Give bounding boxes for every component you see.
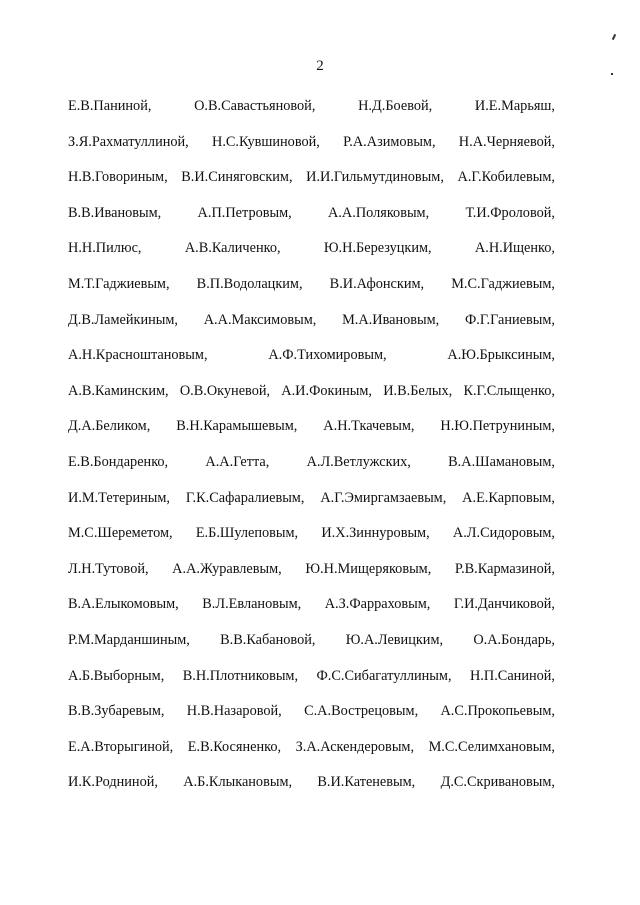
name-line: [68, 594, 555, 630]
person-name: Е.В.Бондаренко,: [68, 453, 169, 470]
person-name: Р.А.Азимовым,: [343, 133, 436, 150]
person-name: Т.И.Фроловой,: [465, 204, 555, 221]
person-name: А.Е.Карповым,: [462, 489, 555, 506]
margin-mark: [612, 34, 616, 40]
person-name: Ю.Н.Березуцким,: [323, 240, 432, 257]
name-line: [68, 167, 555, 203]
person-name: А.А.Поляковым,: [328, 204, 430, 221]
page-number: 2: [316, 58, 324, 74]
name-line: [68, 666, 555, 702]
person-name: А.Б.Клыкановым,: [183, 774, 293, 791]
person-name: Н.П.Саниной,: [469, 667, 555, 684]
person-name: Н.Д.Боевой,: [358, 98, 433, 114]
person-name: Н.Н.Пилюс,: [68, 240, 142, 257]
person-name: А.Н.Краснoштановым,: [68, 347, 208, 364]
person-name: В.А.Шамановым,: [448, 453, 555, 470]
person-name: А.Н.Ткачевым,: [323, 418, 415, 435]
person-name: Е.А.Вторыгиной,: [68, 738, 174, 755]
person-name: О.В.Окуневой,: [179, 382, 271, 399]
person-name: Н.А.Черняевой,: [458, 133, 555, 150]
person-name: В.А.Елыкомовым,: [68, 596, 179, 613]
person-name: А.Л.Сидоровым,: [452, 525, 555, 542]
name-line: [68, 203, 555, 239]
name-line: [68, 559, 555, 595]
person-name: И.В.Белых,: [383, 382, 453, 399]
name-line: [68, 274, 555, 310]
name-line: [68, 132, 555, 168]
person-name: В.Л.Евлановым,: [202, 596, 302, 613]
name-line: [68, 96, 555, 132]
person-name: А.Н.Ищенко,: [474, 240, 555, 257]
person-name: И.Е.Марьяш,: [474, 98, 555, 114]
person-name: Ф.С.Сибагатуллиным,: [316, 667, 452, 684]
person-name: В.В.Кабановой,: [220, 631, 316, 648]
person-name: М.А.Ивановым,: [342, 311, 440, 328]
person-name: А.З.Фарраховым,: [324, 596, 431, 613]
person-name: Д.А.Беликом,: [68, 418, 151, 435]
name-line: [68, 381, 555, 417]
person-name: Л.Н.Тутовой,: [68, 560, 149, 577]
person-name: А.Г.Эмиргамзаевым,: [320, 489, 447, 506]
person-name: В.Н.Плотниковым,: [182, 667, 299, 684]
person-name: В.Н.Карамышевым,: [176, 418, 298, 435]
person-name: А.Ф.Тихомировым,: [268, 347, 387, 364]
person-name: М.С.Шереметом,: [68, 525, 173, 542]
person-name: А.Ю.Брыксиным,: [447, 347, 555, 364]
person-name: В.И.Афонским,: [329, 275, 425, 292]
person-name: А.Б.Выборным,: [68, 667, 165, 684]
person-name: Ю.Н.Мищеряковым,: [305, 560, 432, 577]
person-name: З.А.Аскендеровым,: [295, 738, 415, 755]
name-line: [68, 630, 555, 666]
person-name: М.С.Гаджиевым,: [451, 275, 555, 292]
person-name: Р.М.Марданшиным,: [68, 631, 190, 648]
person-name: Н.В.Говориным,: [68, 169, 168, 186]
person-name: Е.В.Паниной,: [68, 98, 152, 114]
person-name: О.В.Савастьяновой,: [194, 98, 316, 114]
person-name: А.А.Гетта,: [205, 453, 270, 470]
person-name: А.П.Петровым,: [197, 204, 292, 221]
name-line: [68, 488, 555, 524]
person-name: Г.К.Сафаралиевым,: [185, 489, 305, 506]
person-name: Н.С.Кувшиновой,: [212, 133, 320, 150]
person-name: А.В.Каминским,: [68, 382, 169, 399]
name-line: [68, 416, 555, 452]
names-list: [68, 96, 555, 808]
person-name: И.Х.Зиннуровым,: [321, 525, 430, 542]
person-name: Ф.Г.Ганиевым,: [464, 311, 555, 328]
person-name: Ю.А.Левицким,: [345, 631, 444, 648]
person-name: И.М.Тетериным,: [68, 489, 170, 506]
name-line: [68, 772, 555, 808]
person-name: М.Т.Гаджиевым,: [68, 275, 170, 292]
person-name: В.И.Катеневым,: [317, 774, 416, 791]
person-name: Е.Б.Шулеповым,: [195, 525, 299, 542]
person-name: Г.И.Данчиковой,: [453, 596, 555, 613]
name-line: [68, 737, 555, 773]
person-name: В.В.Зубаревым,: [68, 703, 165, 720]
person-name: И.К.Родниной,: [68, 774, 158, 791]
person-name: В.В.Ивановым,: [68, 204, 162, 221]
person-name: Е.В.Косяненко,: [187, 738, 282, 755]
person-name: И.И.Гильмутдиновым,: [306, 169, 444, 186]
person-name: Д.В.Ламейкиным,: [68, 311, 178, 328]
person-name: К.Г.Слыщенко,: [463, 382, 555, 399]
person-name: О.А.Бондарь,: [473, 631, 555, 648]
person-name: А.С.Прокопьевым,: [440, 703, 555, 720]
person-name: А.И.Фокиным,: [281, 382, 372, 399]
name-line: [68, 310, 555, 346]
margin-dot: [611, 73, 613, 75]
name-line: [68, 701, 555, 737]
person-name: Н.Ю.Петруниным,: [440, 418, 555, 435]
person-name: В.И.Синяговским,: [181, 169, 293, 186]
person-name: В.П.Водолацким,: [196, 275, 303, 292]
person-name: А.В.Каличенко,: [184, 240, 281, 257]
person-name: С.А.Вострецовым,: [304, 703, 419, 720]
person-name: А.Г.Кобилевым,: [457, 169, 555, 186]
name-line: [68, 345, 555, 381]
person-name: З.Я.Рахматуллиной,: [68, 133, 189, 150]
person-name: Д.С.Скривановым,: [440, 774, 555, 791]
person-name: А.А.Максимовым,: [203, 311, 317, 328]
person-name: Н.В.Назаровой,: [186, 703, 282, 720]
person-name: А.Л.Ветлужских,: [306, 453, 411, 470]
name-line: [68, 452, 555, 488]
person-name: М.С.Селимхановым,: [428, 738, 555, 755]
name-line: [68, 238, 555, 274]
person-name: Р.В.Кармазиной,: [454, 560, 555, 577]
name-line: [68, 523, 555, 559]
person-name: А.А.Журавлевым,: [172, 560, 282, 577]
